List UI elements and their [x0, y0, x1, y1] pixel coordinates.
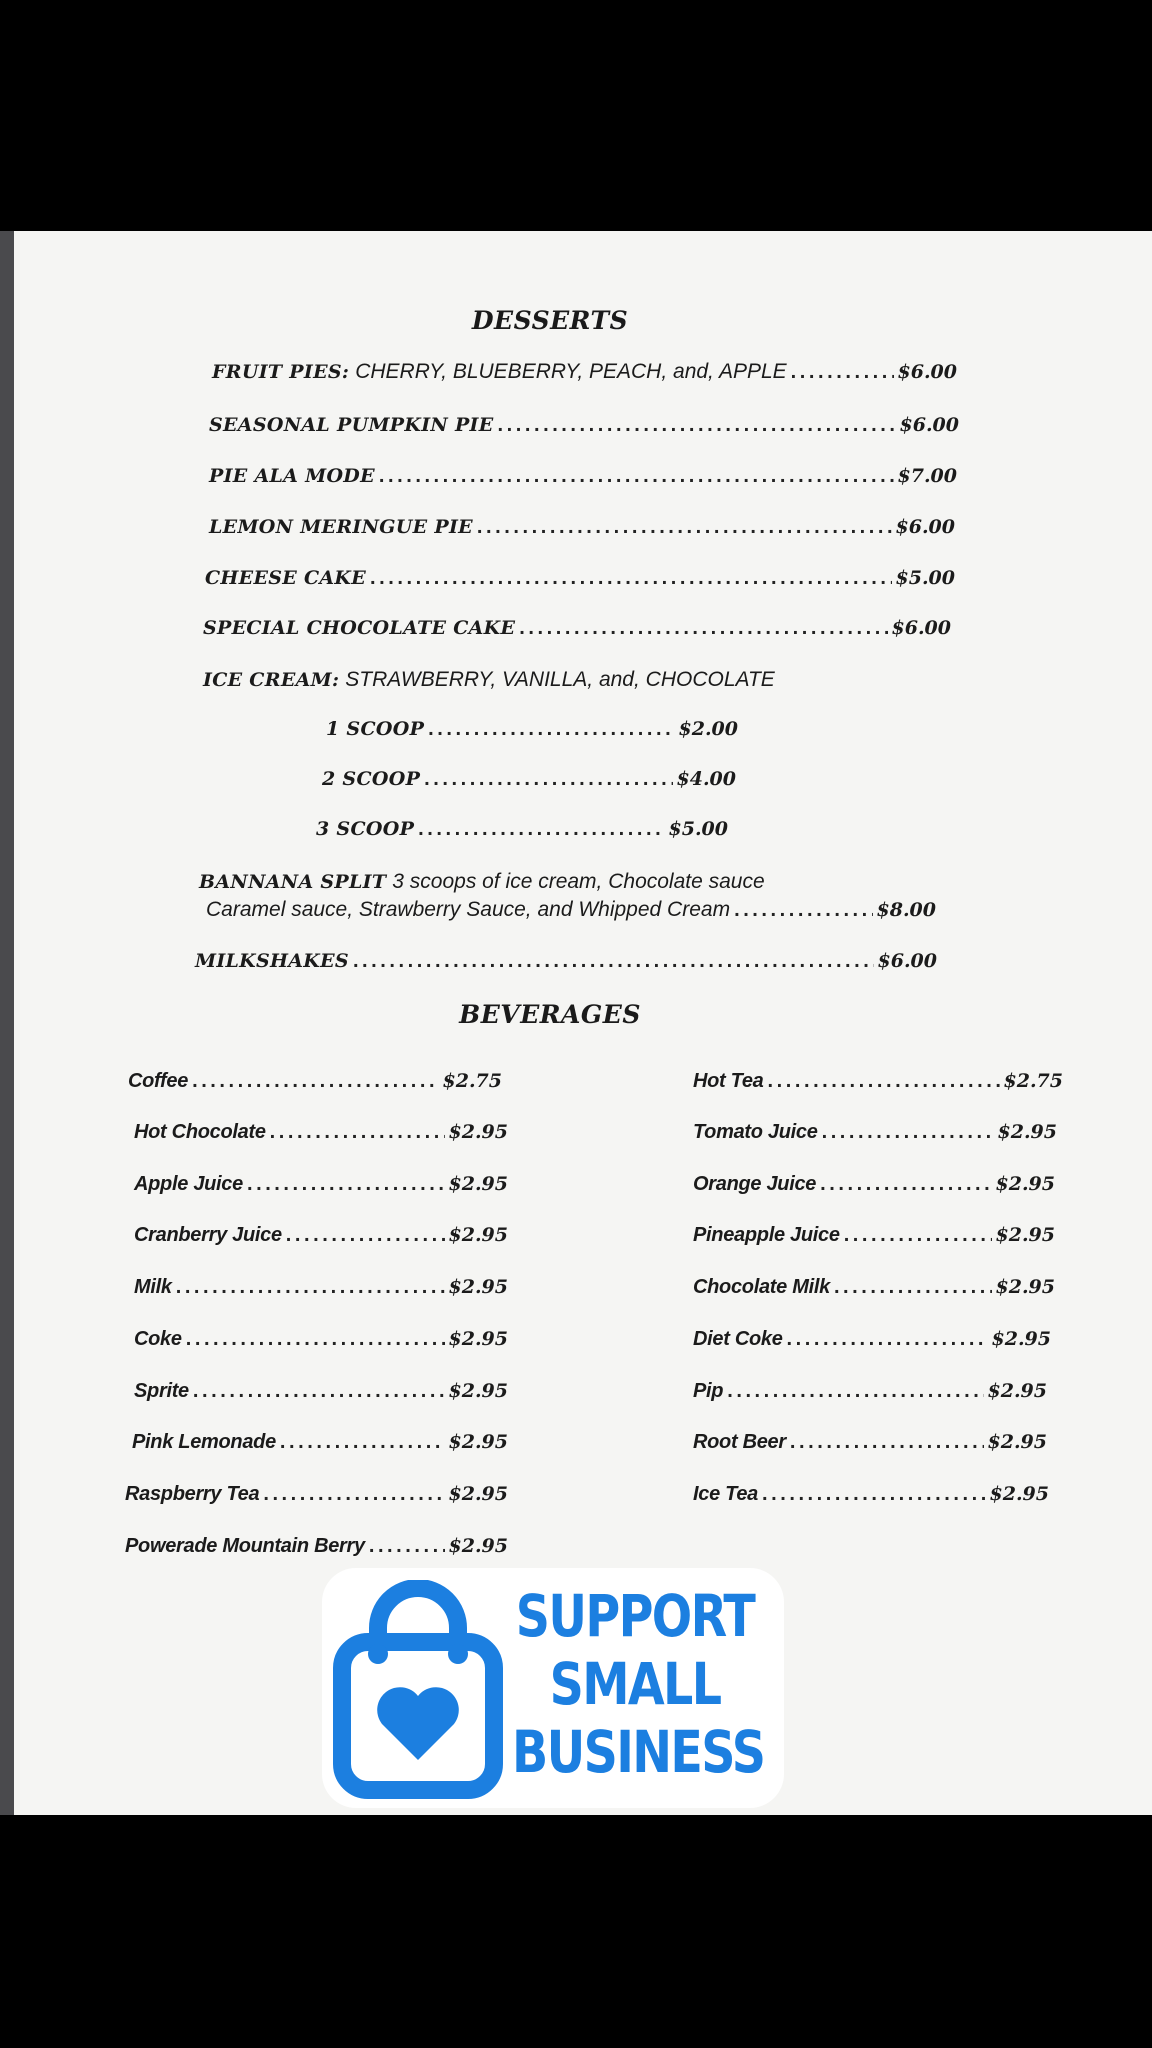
beverage-price: $2.95 [448, 1483, 508, 1505]
item-name: FRUIT PIES: [212, 361, 350, 383]
item-price: $5.00 [895, 567, 955, 589]
scoop-2-row [322, 768, 736, 800]
beverage-price: $2.95 [448, 1121, 508, 1143]
beverage-name: Diet Coke [693, 1328, 783, 1350]
leader-dots [519, 617, 887, 640]
beverage-name: Raspberry Tea [125, 1483, 260, 1505]
item-name: 2 SCOOP [322, 768, 421, 790]
beverage-row [134, 1224, 508, 1256]
badge-line-2: SMALL [549, 1650, 721, 1718]
beverage-name: Ice Tea [693, 1483, 758, 1505]
beverage-name: Pip [693, 1380, 724, 1402]
leader-dots [286, 1224, 445, 1247]
lemon-meringue-row [209, 516, 955, 548]
beverage-name: Hot Chocolate [134, 1121, 266, 1143]
item-name: SEASONAL PUMPKIN PIE [209, 414, 494, 436]
leader-dots [820, 1173, 991, 1196]
item-price: $7.00 [897, 465, 957, 487]
support-small-business-badge [322, 1568, 784, 1808]
beverage-price: $2.95 [995, 1173, 1055, 1195]
item-name: 3 SCOOP [316, 818, 415, 840]
leader-dots [370, 567, 891, 590]
item-price: $6.00 [877, 950, 937, 972]
beverage-row [693, 1380, 1047, 1412]
item-name: MILKSHAKES [195, 950, 349, 972]
desserts-heading: DESSERTS [471, 306, 629, 335]
leader-dots [844, 1224, 992, 1247]
leader-dots [734, 899, 872, 922]
beverage-price: $2.75 [442, 1070, 502, 1092]
leader-dots [247, 1173, 445, 1196]
item-name: SPECIAL CHOCOLATE CAKE [203, 617, 516, 639]
beverage-name: Cranberry Juice [134, 1224, 282, 1246]
beverage-price: $2.95 [448, 1328, 508, 1350]
chocolate-cake-row [203, 617, 951, 649]
leader-dots [498, 414, 896, 437]
beverages-heading: BEVERAGES [459, 1000, 641, 1029]
leader-dots [369, 1535, 445, 1558]
badge-line-1: SUPPORT [515, 1582, 755, 1650]
beverage-price: $2.95 [448, 1173, 508, 1195]
item-name: LEMON MERINGUE PIE [209, 516, 473, 538]
leader-dots [790, 1431, 984, 1454]
item-name: PIE ALA MODE [209, 465, 375, 487]
item-price: $6.00 [891, 617, 951, 639]
beverage-row [693, 1483, 1049, 1515]
leader-dots [270, 1121, 445, 1144]
badge-line-3: BUSINESS [512, 1718, 765, 1786]
leader-dots [353, 950, 874, 973]
beverage-price: $2.95 [995, 1224, 1055, 1246]
leader-dots [477, 516, 892, 539]
beverage-row [128, 1070, 502, 1102]
leader-dots [192, 1070, 438, 1093]
beverage-name: Sprite [134, 1380, 189, 1402]
beverage-name: Coke [134, 1328, 182, 1350]
leader-dots [186, 1328, 445, 1351]
leader-dots [428, 718, 674, 741]
beverage-row [132, 1431, 508, 1463]
beverage-price: $2.95 [448, 1431, 508, 1453]
pie-ala-mode-row [209, 465, 957, 497]
item-desc: STRAWBERRY, VANILLA, and, CHOCOLATE [345, 668, 775, 691]
beverage-price: $2.95 [448, 1535, 508, 1557]
beverage-name: Chocolate Milk [693, 1276, 830, 1298]
beverage-row [693, 1224, 1055, 1256]
beverage-price: $2.95 [987, 1380, 1047, 1402]
beverage-price: $2.95 [448, 1380, 508, 1402]
leader-dots [762, 1483, 986, 1506]
beverage-row [134, 1276, 508, 1308]
beverage-name: Pineapple Juice [693, 1224, 840, 1246]
item-desc: Caramel sauce, Strawberry Sauce, and Whipped Cream [206, 898, 731, 921]
scoop-1-row [326, 718, 738, 750]
beverage-name: Orange Juice [693, 1173, 817, 1195]
item-name: ICE CREAM: [203, 669, 340, 691]
beverage-name: Tomato Juice [693, 1121, 818, 1143]
beverage-price: $2.95 [997, 1121, 1057, 1143]
cheese-cake-row [205, 567, 955, 599]
beverage-row [134, 1121, 508, 1153]
leader-dots [791, 361, 894, 384]
shopping-bag-heart-icon [328, 1580, 508, 1800]
beverage-name: Powerade Mountain Berry [125, 1535, 365, 1557]
item-price: $6.00 [897, 361, 957, 383]
item-desc: 3 scoops of ice cream, Chocolate sauce [392, 870, 765, 893]
item-desc: CHERRY, BLUEBERRY, PEACH, and, APPLE [355, 360, 787, 383]
beverage-name: Apple Juice [134, 1173, 243, 1195]
item-price: $5.00 [668, 818, 728, 840]
pumpkin-pie-row [209, 414, 959, 446]
beverage-row [693, 1070, 1063, 1102]
beverage-name: Hot Tea [693, 1070, 764, 1092]
beverage-row [693, 1276, 1055, 1308]
beverage-row [125, 1483, 508, 1515]
leader-dots [418, 818, 664, 841]
item-name: 1 SCOOP [326, 718, 425, 740]
beverage-price: $2.95 [989, 1483, 1049, 1505]
item-price: $4.00 [676, 768, 736, 790]
leader-dots [768, 1070, 1000, 1093]
badge-text [512, 1582, 765, 1786]
beverage-row [693, 1431, 1047, 1463]
item-price: $2.00 [678, 718, 738, 740]
scoop-3-row [316, 818, 728, 850]
beverage-price: $2.75 [1003, 1070, 1063, 1092]
item-name: BANNANA SPLIT [199, 871, 387, 893]
item-price: $6.00 [895, 516, 955, 538]
beverage-price: $2.95 [991, 1328, 1051, 1350]
leader-dots [263, 1483, 444, 1506]
bottom-black-strip [0, 1815, 1152, 2048]
beverage-name: Root Beer [693, 1431, 786, 1453]
beverage-price: $2.95 [987, 1431, 1047, 1453]
leader-dots [727, 1380, 983, 1403]
leader-dots [834, 1276, 992, 1299]
beverage-row [693, 1328, 1051, 1360]
ice-cream-row [203, 668, 903, 700]
beverage-name: Milk [134, 1276, 172, 1298]
leader-dots [280, 1431, 445, 1454]
beverage-row [693, 1173, 1055, 1205]
leader-dots [379, 465, 894, 488]
item-price: $6.00 [899, 414, 959, 436]
leader-dots [193, 1380, 445, 1403]
beverage-name: Pink Lemonade [132, 1431, 276, 1453]
beverage-name: Coffee [128, 1070, 189, 1092]
beverage-price: $2.95 [448, 1276, 508, 1298]
beverage-row [125, 1535, 508, 1567]
beverage-price: $2.95 [995, 1276, 1055, 1298]
beverage-row [134, 1380, 508, 1412]
beverage-row [693, 1121, 1057, 1153]
item-name: CHEESE CAKE [205, 567, 367, 589]
milkshakes-row [195, 950, 937, 982]
leader-dots [424, 768, 672, 791]
item-price: $8.00 [876, 899, 936, 921]
leader-dots [176, 1276, 445, 1299]
beverage-row [134, 1328, 508, 1360]
beverage-price: $2.95 [448, 1224, 508, 1246]
leader-dots [822, 1121, 994, 1144]
leader-dots [787, 1328, 988, 1351]
fruit-pies-row [212, 360, 957, 392]
beverage-row [134, 1173, 508, 1205]
banana-split-line2 [206, 898, 936, 922]
